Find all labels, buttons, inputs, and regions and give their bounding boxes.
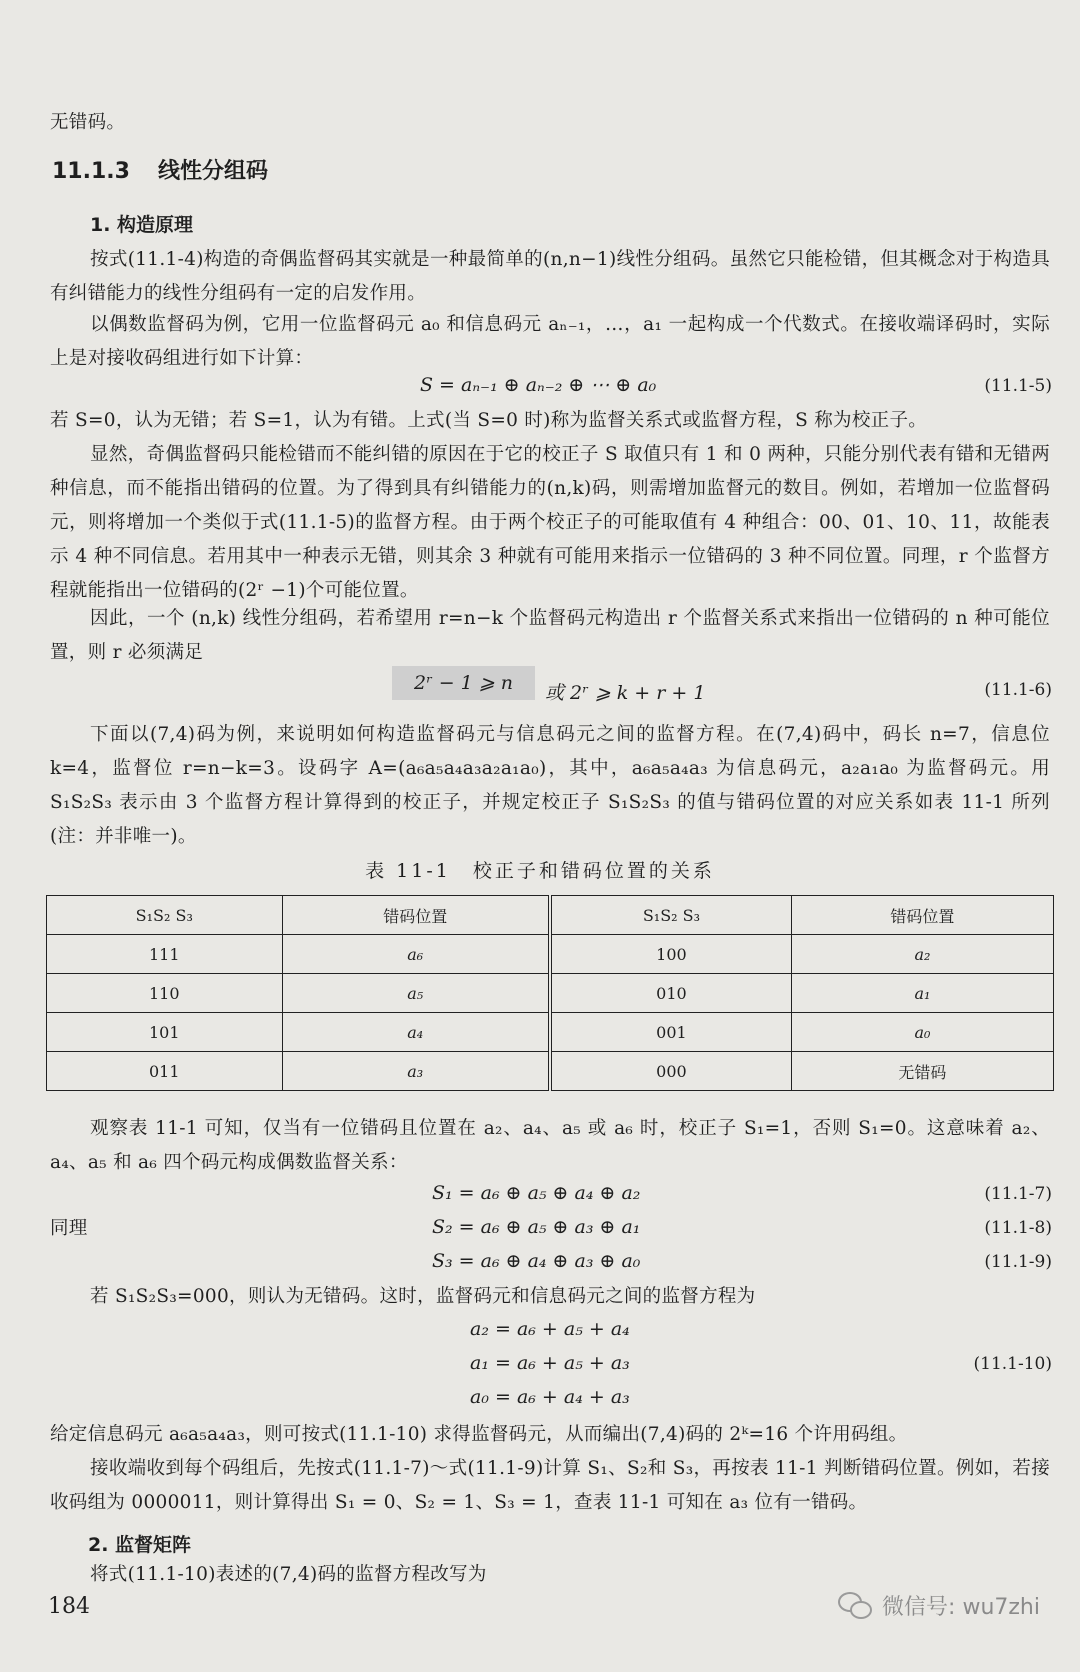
table-cell-value: a₄: [407, 1022, 424, 1042]
table-cell: 001: [550, 1013, 791, 1052]
section-number: 11.1.3: [52, 159, 130, 184]
paragraph-10: 接收端收到每个码组后，先按式(11.1-7)～式(11.1-9)计算 S₁、S₂和 S₃，再按表 11-1 判断错码位置。例如，若接收码组为 0000011，则计算得出 S₁ = 0、S₂ = 1、S₃ = 1，查表 11-1 可知在 a₃ 位有一错码。: [50, 1458, 1050, 1513]
equation-number-11-1-8: (11.1-8): [984, 1218, 1052, 1238]
section-heading: [52, 154, 268, 185]
table-cell: [791, 1013, 1053, 1052]
table-cell-value: a₂: [914, 944, 931, 964]
table-cell: 111: [47, 935, 283, 974]
equation-11-1-10-a: a₂ = a₆ + a₅ + a₄: [470, 1318, 630, 1340]
paragraph-11: 将式(11.1-10)表述的(7,4)码的监督方程改写为: [90, 1564, 487, 1585]
equation-11-1-6-right: 或 2ʳ ⩾ k + r + 1: [545, 682, 706, 704]
equation-11-1-6-left: [392, 672, 535, 694]
table-cell: 000: [550, 1052, 791, 1091]
table-header-cell: S₁S₂ S₃: [47, 896, 283, 935]
table-cell: 101: [47, 1013, 283, 1052]
table-row: [47, 974, 1054, 1013]
table-cell: 100: [550, 935, 791, 974]
paragraph-5: 因此，一个 (n,k) 线性分组码，若希望用 r=n−k 个监督码元构造出 r 个监督关系式来指出一位错码的 n 种可能位置，则 r 必须满足: [50, 608, 1050, 663]
table-cell: [282, 974, 550, 1013]
subsection-heading-construction: 1. 构造原理: [90, 214, 194, 236]
equation-11-1-9: S₃ = a₆ ⊕ a₄ ⊕ a₃ ⊕ a₀: [432, 1250, 641, 1272]
wechat-icon: [838, 1592, 872, 1620]
equation-11-1-8: S₂ = a₆ ⊕ a₅ ⊕ a₃ ⊕ a₁: [432, 1216, 641, 1238]
table-cell-value: a₆: [407, 944, 424, 964]
table-row: [47, 935, 1054, 974]
table-cell-value: a₁: [914, 983, 931, 1003]
equation-number-11-1-6: (11.1-6): [984, 680, 1052, 700]
paragraph-6: 下面以(7,4)码为例，来说明如何构造监督码元与信息码元之间的监督方程。在(7,4)码中，码长 n=7，信息位 k=4，监督位 r=n−k=3。设码字 A=(a₆a₅a₄a₃a₂a₁a₀)，其中，a₆a₅a₄a₃ 为信息码元，a₂a₁a₀ 为监督码元。用 S₁S₂S₃ 表示由 3 个监督方程计算得到的校正子，并规定校正子 S₁S₂S₃ 的值与错码位置的对应关系如表 11-1 所列(注：并非唯一)。: [50, 724, 1050, 847]
table-cell: [282, 1013, 550, 1052]
table-cell: 110: [47, 974, 283, 1013]
table-row: [47, 1052, 1054, 1091]
table-header-row: [47, 896, 1054, 935]
page-number: 184: [48, 1594, 90, 1619]
paragraph-9: 给定信息码元 a₆a₅a₄a₃，则可按式(11.1-10) 求得监督码元，从而编出(7,4)码的 2ᵏ=16 个许用码组。: [50, 1424, 908, 1445]
equation-number-11-1-9: (11.1-9): [984, 1252, 1052, 1272]
paragraph-1: 按式(11.1-4)构造的奇偶监督码其实就是一种最简单的(n,n−1)线性分组码。虽然它只能检错，但其概念对于构造具有纠错能力的线性分组码有一定的启发作用。: [50, 249, 1050, 304]
paragraph-8: 若 S₁S₂S₃=000，则认为无错码。这时，监督码元和信息码元之间的监督方程为: [90, 1286, 756, 1307]
paragraph-7: 观察表 11-1 可知，仅当有一位错码且位置在 a₂、a₄、a₅ 或 a₆ 时，校正子 S₁=1，否则 S₁=0。这意味着 a₂、a₄、a₅ 和 a₆ 四个码元构成偶数监督关系：: [50, 1118, 1050, 1173]
table-cell-value: a₅: [407, 983, 424, 1003]
equation-11-1-10-b: a₁ = a₆ + a₅ + a₃: [470, 1352, 630, 1374]
subsection-heading-check-matrix: 2. 监督矩阵: [88, 1534, 192, 1556]
paragraph-4: 显然，奇偶监督码只能检错而不能纠错的原因在于它的校正子 S 取值只有 1 和 0 两种，只能分别代表有错和无错两种信息，而不能指出错码的位置。为了得到具有纠错能力的(n,k)码，则需增加监督元的数目。例如，若增加一位监督码元，则将增加一个类似于式(11.1-5)的监督方程。由于两个校正子的可能取值有 4 种组合：00、01、10、11，故能表示 4 种不同信息。若用其中一种表示无错，则其余 3 种就有可能用来指示一位错码的 3 种不同位置。同理，r 个监督方程就能指出一位错码的(2ʳ −1)个可能位置。: [50, 444, 1050, 601]
equation-number-11-1-5: (11.1-5): [984, 376, 1052, 396]
table-caption: 表 11-1 校正子和错码位置的关系: [365, 860, 715, 882]
table-header-cell: S₁S₂ S₃: [550, 896, 791, 935]
table-cell: 010: [550, 974, 791, 1013]
table-row: [47, 1013, 1054, 1052]
table-cell-value: a₀: [914, 1022, 931, 1042]
table-cell: 011: [47, 1052, 283, 1091]
syndrome-table: [46, 895, 1054, 1091]
equation-11-1-10-c: a₀ = a₆ + a₄ + a₃: [470, 1386, 630, 1408]
table-cell: [791, 974, 1053, 1013]
wechat-watermark: [838, 1590, 1040, 1621]
equation-11-1-5: S = aₙ₋₁ ⊕ aₙ₋₂ ⊕ ⋯ ⊕ a₀: [420, 374, 657, 396]
table-cell: 无错码: [791, 1052, 1053, 1091]
table-header-cell: 错码位置: [791, 896, 1053, 935]
equation-number-11-1-7: (11.1-7): [984, 1184, 1052, 1204]
equation-number-11-1-10: (11.1-10): [973, 1354, 1052, 1374]
paragraph-3: 若 S=0，认为无错；若 S=1，认为有错。上式(当 S=0 时)称为监督关系式或监督方程，S 称为校正子。: [50, 410, 928, 431]
section-title: 线性分组码: [157, 159, 268, 184]
text-line-no-error: 无错码。: [50, 112, 126, 133]
table-cell: [791, 935, 1053, 974]
equation-highlight: 2ʳ − 1 ⩾ n: [392, 666, 535, 700]
equation-11-1-7: S₁ = a₆ ⊕ a₅ ⊕ a₄ ⊕ a₂: [432, 1182, 641, 1204]
paragraph-2: 以偶数监督码为例，它用一位监督码元 a₀ 和信息码元 aₙ₋₁，…，a₁ 一起构成一个代数式。在接收端译码时，实际上是对接收码组进行如下计算：: [50, 314, 1050, 369]
watermark-text: 微信号: wu7zhi: [882, 1595, 1040, 1620]
table-header-cell: 错码位置: [282, 896, 550, 935]
table-cell: [282, 935, 550, 974]
table-cell-value: a₃: [407, 1061, 424, 1081]
table-cell: [282, 1052, 550, 1091]
text-tongli: 同理: [50, 1218, 88, 1239]
